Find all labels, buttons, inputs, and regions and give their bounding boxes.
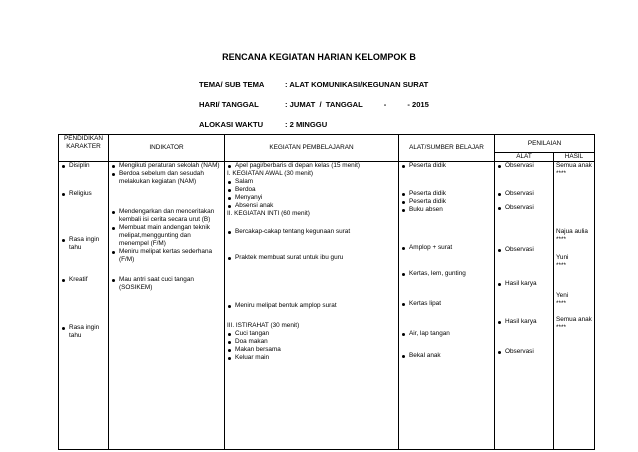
hasil-entry [556, 254, 592, 270]
meta-alokasi-value: : 2 MINGGU [285, 120, 328, 129]
header-hasil: HASIL [554, 153, 595, 162]
section-title: I. KEGIATAN AWAL (30 menit) [227, 170, 314, 177]
hasil-entry [556, 228, 592, 244]
hasil-text: Semua anak [556, 162, 592, 169]
list-item: Mendengarkan dan menceritakan kembali isi cerita secara urut (B) [111, 208, 222, 224]
list-item: Meniru melipat bentuk amplop surat [227, 302, 396, 310]
hasil-entry [556, 292, 592, 308]
list-item: Praktek membuat surat untuk ibu guru [227, 254, 396, 262]
alat-sumber-cell [399, 162, 495, 450]
list-item: Apel pagi/berbaris di depan kelas (15 menit) [227, 162, 396, 170]
list-item: Cuci tangan [227, 330, 396, 338]
header-alat: ALAT [495, 153, 554, 162]
section-title: III. ISTIRAHAT (30 menit) [227, 322, 300, 329]
meta-tema-value: : ALAT KOMUNIKASI/KEGUNAN SURAT [285, 80, 429, 89]
meta-hari [199, 100, 429, 109]
list-item: Kertas, lem, gunting [401, 270, 492, 278]
list-item: Berdoa [227, 186, 396, 194]
hasil-stars: **** [556, 300, 566, 307]
list-item: Hasil karya [497, 280, 551, 288]
list-item: Bekal anak [401, 352, 492, 360]
list-item: Kreatif [61, 276, 106, 284]
list-item: Meniru melipat kertas sederhana (F/M) [111, 248, 222, 264]
list-item: Membuat main andengan teknik melipat,menggunting dan menempel (F/M) [111, 224, 222, 248]
list-item: Peserta didik [401, 198, 492, 206]
hasil-text: Semua anak [556, 316, 592, 323]
document-title: RENCANA KEGIATAN HARIAN KELOMPOK B [222, 52, 416, 62]
header-penilaian: PENILAIAN [495, 135, 595, 153]
list-item: Berdoa sebelum dan sesudah melakukan kegiatan (NAM) [111, 170, 222, 186]
list-item: Mau antri saat cuci tangan (SOSIKEM) [111, 276, 222, 292]
penilaian-alat-cell [495, 162, 554, 450]
list-item: Salam [227, 178, 396, 186]
list-item: Rasa ingin tahu [61, 236, 106, 252]
list-item: Makan bersama [227, 346, 396, 354]
hasil-cell [554, 162, 595, 450]
meta-tema-label: TEMA/ SUB TEMA [199, 80, 265, 89]
meta-tema [199, 80, 428, 89]
hasil-stars: **** [556, 324, 566, 331]
hasil-stars: **** [556, 170, 566, 177]
list-item: Kertas lipat [401, 300, 492, 308]
list-item: Observasi [497, 190, 551, 198]
hasil-stars: **** [556, 236, 566, 243]
list-item: Religius [61, 190, 106, 198]
list-item: Air, lap tangan [401, 330, 492, 338]
indikator-cell [109, 162, 225, 450]
meta-hari-label: HARI/ TANGGAL [199, 100, 259, 109]
meta-alokasi [199, 120, 327, 129]
list-item: Doa makan [227, 338, 396, 346]
list-item: Peserta didik [401, 162, 492, 170]
activity-table [58, 134, 595, 450]
meta-alokasi-label: ALOKASI WAKTU [199, 120, 264, 129]
header-alat-sumber: ALAT/SUMBER BELAJAR [399, 135, 495, 162]
list-item: Keluar main [227, 354, 396, 362]
kegiatan-cell [225, 162, 399, 450]
karakter-cell [59, 162, 109, 450]
hasil-entry [556, 162, 592, 178]
header-kegiatan: KEGIATAN PEMBELAJARAN [225, 135, 399, 162]
list-item: Observasi [497, 162, 551, 170]
hasil-entry [556, 316, 592, 332]
list-item: Peserta didik [401, 190, 492, 198]
hasil-text: Yuni [556, 254, 569, 261]
list-item: Hasil karya [497, 318, 551, 326]
list-item: Rasa ingin tahu [61, 324, 106, 340]
hasil-stars: **** [556, 262, 566, 269]
list-item: Absensi anak [227, 202, 396, 210]
list-item: Observasi [497, 204, 551, 212]
list-item: Disiplin [61, 162, 106, 170]
list-item: Observasi [497, 348, 551, 356]
list-item: Menyanyi [227, 194, 396, 202]
hasil-text: Yeni [556, 292, 569, 299]
header-indikator: INDIKATOR [109, 135, 225, 162]
section-title: II. KEGIATAN INTI (60 menit) [227, 210, 310, 217]
table-row [59, 162, 595, 450]
header-row [59, 135, 595, 153]
list-item: Observasi [497, 246, 551, 254]
header-karakter: PENDIDIKAN KARAKTER [59, 135, 109, 162]
list-item: Bercakap-cakap tentang kegunaan surat [227, 228, 396, 236]
meta-hari-value: : JUMAT / TANGGAL - - 2015 [285, 100, 429, 109]
list-item: Amplop + surat [401, 244, 492, 252]
list-item: Buku absen [401, 206, 492, 214]
list-item: Mengikuti peraturan sekolah (NAM) [111, 162, 222, 170]
hasil-text: Najua aulia [556, 228, 588, 235]
